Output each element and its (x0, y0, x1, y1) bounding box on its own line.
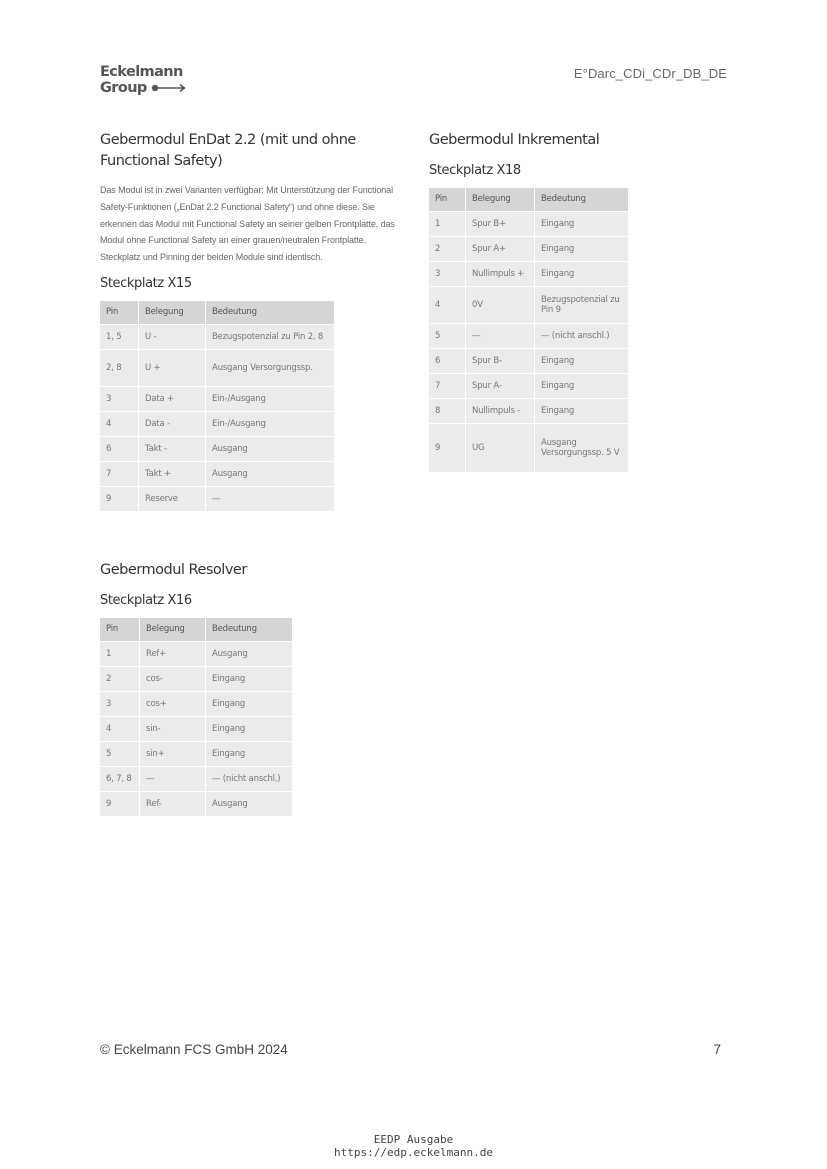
cell-belegung: Nullimpuls - (466, 399, 535, 424)
cell-pin: 9 (429, 424, 466, 473)
cell-belegung: Spur A+ (466, 237, 535, 262)
table-row (429, 399, 628, 424)
table-row (429, 374, 628, 399)
cell-bedeutung: Eingang (206, 742, 292, 767)
table-row (429, 212, 628, 237)
cell-bedeutung: Eingang (535, 212, 628, 237)
column-header-belegung: Belegung (139, 301, 206, 325)
resolver-section (100, 560, 405, 817)
table-row (100, 350, 334, 387)
cell-belegung: Spur B- (466, 349, 535, 374)
cell-bedeutung: — (nicht anschl.) (535, 324, 628, 349)
cell-pin: 6 (100, 437, 139, 462)
cell-belegung: Nullimpuls + (466, 262, 535, 287)
table-header-row (100, 618, 292, 642)
cell-belegung: Spur B+ (466, 212, 535, 237)
inkremental-pin-table (429, 188, 628, 473)
cell-pin: 2 (429, 237, 466, 262)
cell-bedeutung: Eingang (535, 374, 628, 399)
eedp-url: https://edp.eckelmann.de (334, 1146, 493, 1159)
cell-bedeutung: Eingang (535, 262, 628, 287)
cell-bedeutung: Ausgang Versorgungssp. (206, 350, 334, 387)
table-row (429, 287, 628, 324)
eedp-label: EEDP Ausgabe (373, 1133, 454, 1146)
cell-belegung: U + (139, 350, 206, 387)
table-row (100, 387, 334, 412)
logo-arrow-icon (151, 83, 187, 93)
table-row (429, 424, 628, 473)
cell-belegung: Data - (139, 412, 206, 437)
cell-pin: 3 (100, 387, 139, 412)
cell-pin: 4 (100, 412, 139, 437)
cell-belegung: UG (466, 424, 535, 473)
cell-bedeutung: Ein-/Ausgang (206, 412, 334, 437)
eedp-stamp (0, 1133, 827, 1159)
page-number: 7 (713, 1042, 721, 1057)
cell-bedeutung: Eingang (535, 399, 628, 424)
cell-bedeutung: Eingang (206, 717, 292, 742)
cell-belegung: U - (139, 325, 206, 350)
table-row (100, 462, 334, 487)
endat-title: Gebermodul EnDat 2.2 (mit und ohne Functional Safety) (100, 132, 356, 169)
cell-pin: 4 (100, 717, 140, 742)
cell-bedeutung: Bezugspotenzial zu Pin 2, 8 (206, 325, 334, 350)
cell-belegung: sin+ (140, 742, 206, 767)
cell-pin: 7 (429, 374, 466, 399)
endat-description: Das Modul ist in zwei Varianten verfügbar: Mit Unterstützung der Functional Safety-Funktionen („EnDat 2.2 Functional Safety“) und ohne diese. Sie erkennen das Modul mit Functional Safety an seiner gelben Frontplatte, das Modul ohne Functional Safety an einer grauen/neutralen Frontplatte. Steckplatz und Pinning der beiden Module sind identisch. (100, 185, 395, 263)
cell-belegung: Ref+ (140, 642, 206, 667)
cell-pin: 6 (429, 349, 466, 374)
inkremental-section (429, 130, 729, 473)
cell-belegung: sin- (140, 717, 206, 742)
column-header-bedeutung: Bedeutung (535, 188, 628, 212)
cell-pin: 9 (100, 792, 140, 817)
cell-belegung: 0V (466, 287, 535, 324)
cell-bedeutung: Bezugspotenzial zu Pin 9 (535, 287, 628, 324)
cell-pin: 5 (100, 742, 140, 767)
resolver-title: Gebermodul Resolver (100, 562, 247, 578)
table-row (100, 692, 292, 717)
table-row (100, 667, 292, 692)
column-header-belegung: Belegung (140, 618, 206, 642)
cell-pin: 3 (100, 692, 140, 717)
document-id: E°Darc_CDi_CDr_DB_DE (573, 66, 727, 81)
resolver-pin-table (100, 618, 292, 817)
cell-pin: 2, 8 (100, 350, 139, 387)
table-row (429, 237, 628, 262)
cell-pin: 2 (100, 667, 140, 692)
cell-pin: 3 (429, 262, 466, 287)
table-row (100, 325, 334, 350)
table-header-row (100, 301, 334, 325)
inkremental-slot-title: Steckplatz X18 (429, 163, 521, 178)
cell-bedeutung: Ausgang Versorgungssp. 5 V (535, 424, 628, 473)
endat-section (100, 130, 405, 512)
column-header-belegung: Belegung (466, 188, 535, 212)
inkremental-title: Gebermodul Inkremental (429, 132, 600, 148)
cell-belegung: cos- (140, 667, 206, 692)
table-row (100, 487, 334, 512)
cell-belegung: — (466, 324, 535, 349)
cell-belegung: Data + (139, 387, 206, 412)
cell-bedeutung: Eingang (206, 692, 292, 717)
cell-belegung: cos+ (140, 692, 206, 717)
table-row (429, 349, 628, 374)
column-header-pin: Pin (100, 618, 140, 642)
cell-bedeutung: Eingang (206, 667, 292, 692)
cell-bedeutung: — (206, 487, 334, 512)
cell-pin: 5 (429, 324, 466, 349)
endat-slot-title: Steckplatz X15 (100, 275, 192, 291)
resolver-slot-title: Steckplatz X16 (100, 593, 192, 608)
cell-bedeutung: Eingang (535, 237, 628, 262)
cell-pin: 9 (100, 487, 139, 512)
logo-line2: Group (100, 80, 147, 96)
table-row (100, 792, 292, 817)
table-row (100, 717, 292, 742)
cell-pin: 6, 7, 8 (100, 767, 140, 792)
column-header-pin: Pin (429, 188, 466, 212)
cell-pin: 1, 5 (100, 325, 139, 350)
cell-belegung: Takt + (139, 462, 206, 487)
column-header-bedeutung: Bedeutung (206, 301, 334, 325)
cell-belegung: Reserve (139, 487, 206, 512)
table-row (100, 642, 292, 667)
cell-belegung: Takt - (139, 437, 206, 462)
table-header-row (429, 188, 628, 212)
cell-bedeutung: — (nicht anschl.) (206, 767, 292, 792)
logo-line1: Eckelmann (100, 64, 183, 80)
table-row (429, 324, 628, 349)
table-row (100, 742, 292, 767)
column-header-pin: Pin (100, 301, 139, 325)
cell-pin: 4 (429, 287, 466, 324)
cell-belegung: Ref- (140, 792, 206, 817)
cell-pin: 8 (429, 399, 466, 424)
table-row (429, 262, 628, 287)
endat-pin-table (100, 301, 334, 512)
cell-pin: 7 (100, 462, 139, 487)
cell-bedeutung: Ausgang (206, 437, 334, 462)
company-logo (100, 64, 200, 96)
cell-pin: 1 (429, 212, 466, 237)
cell-belegung: — (140, 767, 206, 792)
cell-bedeutung: Eingang (535, 349, 628, 374)
copyright-notice: © Eckelmann FCS GmbH 2024 (100, 1042, 288, 1057)
table-row (100, 412, 334, 437)
cell-belegung: Spur A- (466, 374, 535, 399)
cell-pin: 1 (100, 642, 140, 667)
table-row (100, 767, 292, 792)
column-header-bedeutung: Bedeutung (206, 618, 292, 642)
table-row (100, 437, 334, 462)
cell-bedeutung: Ein-/Ausgang (206, 387, 334, 412)
cell-bedeutung: Ausgang (206, 792, 292, 817)
cell-bedeutung: Ausgang (206, 462, 334, 487)
cell-bedeutung: Ausgang (206, 642, 292, 667)
